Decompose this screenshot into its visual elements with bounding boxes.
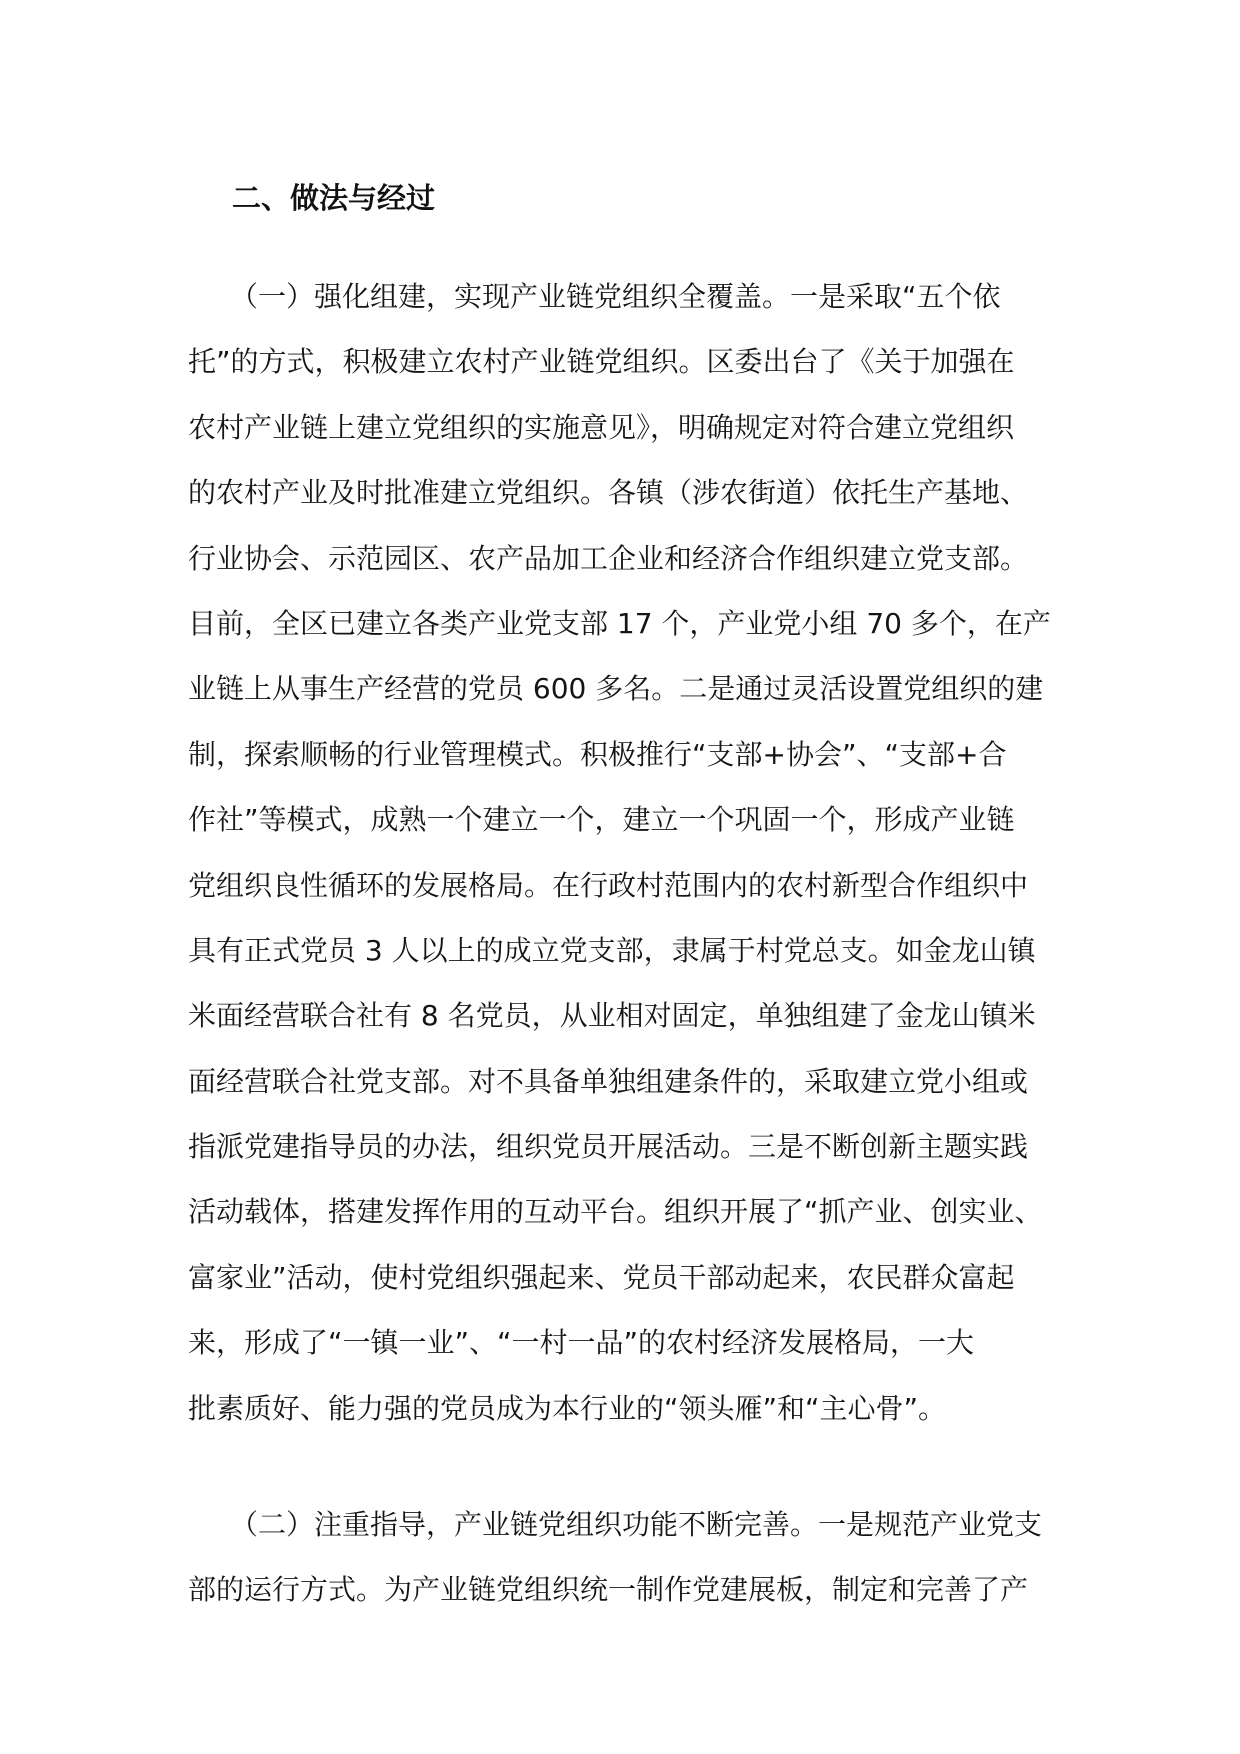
paragraph-line: 部的运行方式。为产业链党组织统一制作党建展板，制定和完善了产 [188,1573,1029,1607]
paragraph-line: 富家业”活动，使村党组织强起来、党员干部动起来，农民群众富起 [188,1260,1015,1294]
paragraph-line: 行业协会、示范园区、农产品加工企业和经济合作组织建立党支部。 [188,541,1029,575]
paragraph-line: 面经营联合社党支部。对不具备单独组建条件的，采取建立党小组或 [188,1064,1029,1098]
paragraph-line: 托”的方式，积极建立农村产业链党组织。区委出台了《关于加强在 [188,345,1015,379]
paragraph-line: 业链上从事生产经营的党员 600 多名。二是通过灵活设置党组织的建 [188,672,1044,706]
paragraph-line: 目前，全区已建立各类产业党支部 17 个，产业党小组 70 多个，在产 [188,606,1051,640]
paragraph-line: 活动载体，搭建发挥作用的互动平台。组织开展了“抓产业、创实业、 [188,1195,1043,1229]
paragraph-line: （一）强化组建，实现产业链党组织全覆盖。一是采取“五个依 [230,280,1001,313]
paragraph-line: 农村产业链上建立党组织的实施意见》，明确规定对符合建立党组织 [188,410,1015,444]
section-heading: 二、做法与经过 [232,181,436,215]
paragraph-line: （二）注重指导，产业链党组织功能不断完善。一是规范产业党支 [230,1508,1043,1541]
paragraph-line: 来，形成了“一镇一业”、“一村一品”的农村经济发展格局，一大 [188,1326,975,1360]
paragraph-2 [188,1492,1068,1623]
paragraph-line: 指派党建指导员的办法，组织党员开展活动。三是不断创新主题实践 [188,1130,1029,1164]
paragraph-line: 作社”等模式，成熟一个建立一个，建立一个巩固一个，形成产业链 [188,803,1015,837]
paragraph-1 [188,264,1068,1441]
paragraph-line: 的农村产业及时批准建立党组织。各镇（涉农街道）依托生产基地、 [188,476,1029,510]
paragraph-line: 制，探索顺畅的行业管理模式。积极推行“支部+协会”、“支部+合 [188,737,1007,771]
paragraph-line: 批素质好、能力强的党员成为本行业的“领头雁”和“主心骨”。 [188,1391,947,1425]
paragraph-line: 具有正式党员 3 人以上的成立党支部，隶属于村党总支。如金龙山镇 [188,933,1036,967]
paragraph-line: 党组织良性循环的发展格局。在行政村范围内的农村新型合作组织中 [188,868,1029,902]
paragraph-line: 米面经营联合社有 8 名党员，从业相对固定，单独组建了金龙山镇米 [188,999,1036,1033]
